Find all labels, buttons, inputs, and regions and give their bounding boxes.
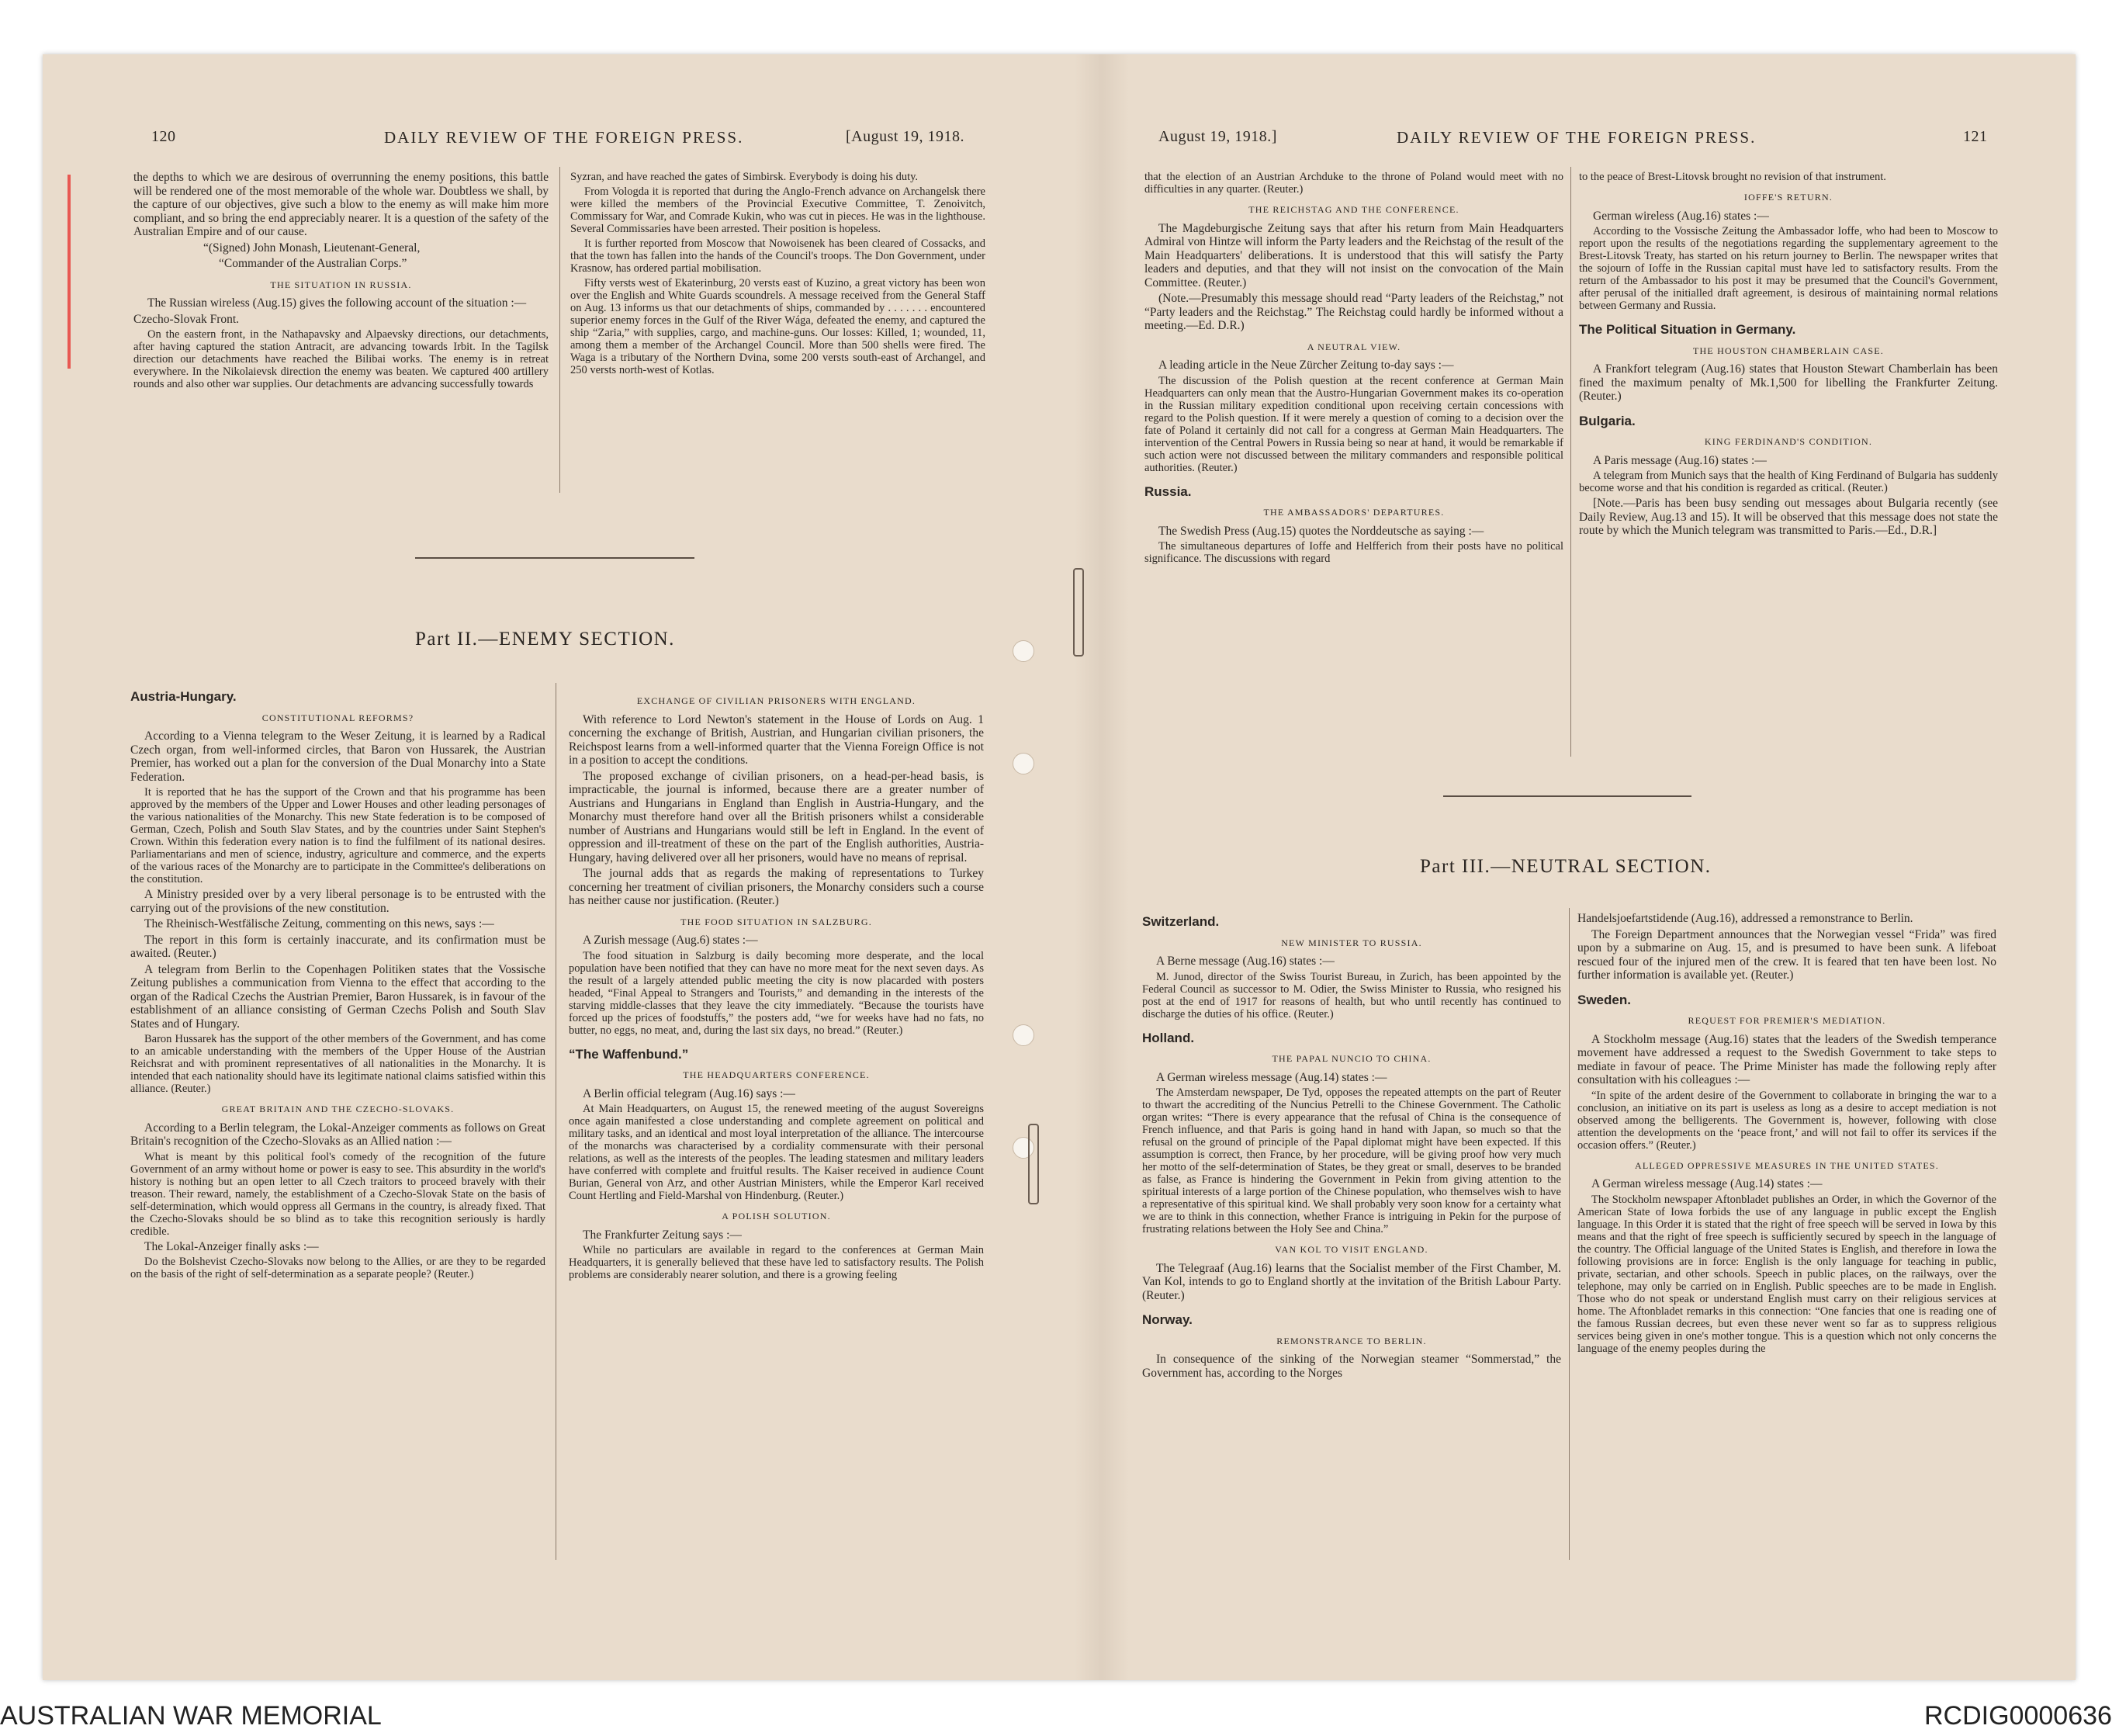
paragraph: According to a Berlin telegram, the Lokal-Anzeiger comments as follows on Great Britain's recognition of the Czecho-Slovaks as an Allied nation :— bbox=[130, 1121, 545, 1148]
paragraph: Czecho-Slovak Front. bbox=[133, 312, 240, 326]
paragraph: In consequence of the sinking of the Norwegian steamer “Sommerstad,” the Government has, according to the Norges bbox=[1142, 1353, 1561, 1380]
quoted-paragraph: “In spite of the ardent desire of the Government to collaborate in bringing the war to a conclusion, an initiative on its part is useless as long as a desire to accept mediation is not observed among the belligerents. The Government is, however, following with close attention the developments on the ‘peace front,’ and will not fail to offer its services if the occasion offers.” (Reuter.) bbox=[1577, 1089, 1996, 1152]
subsection-heading: THE HOUSTON CHAMBERLAIN CASE. bbox=[1693, 345, 1884, 356]
subsection-heading: A NEUTRAL VIEW. bbox=[1307, 341, 1401, 352]
punch-hole bbox=[1013, 640, 1034, 662]
subsection-heading: EXCHANGE OF CIVILIAN PRISONERS WITH ENGLAND. bbox=[636, 695, 916, 706]
quoted-paragraph: M. Junod, director of the Swiss Tourist Bureau, in Zurich, has been appointed by the Federal Council as successor to M. Odier, the Swiss Minister to Russia, who resigned his post at the end of 1917 for reasons of health, but who until recently has continued to discharge the duties of his office. (Reuter.) bbox=[1142, 970, 1561, 1020]
subsection-heading: THE REICHSTAG AND THE CONFERENCE. bbox=[1248, 204, 1459, 215]
paragraph: A telegram from Berlin to the Copenhagen Politiken states that the Vossische Zeitung publishes a communication from Vienna to the effect that according to the organ of the Radical Czechs the Austrian Premier, Baron Hussarek, is in favour of the establishment of an alliance consisting of German Czechs Polish and South Slav States and of Hungary. bbox=[130, 962, 545, 1031]
country-heading: Russia. bbox=[1144, 483, 1192, 499]
left-page-column-2-top bbox=[570, 171, 985, 497]
quoted-paragraph: Do the Bolshevist Czecho-Slovaks now belong to the Allies, or are they to be regarded on the basis of the right of self-determination as a separate people? (Reuter.) bbox=[130, 1256, 545, 1280]
center-fold bbox=[1075, 54, 1129, 1680]
part-three-title: Part III.—NEUTRAL SECTION. bbox=[1420, 856, 1712, 877]
quoted-paragraph: The simultaneous departures of Ioffe and Helfferich from their posts have no political significance. The discussions with regard bbox=[1144, 540, 1563, 565]
country-heading: Switzerland. bbox=[1142, 914, 1220, 929]
quoted-paragraph: The Stockholm newspaper Aftonbladet publishes an Order, in which the Governor of the American State of Iowa forbids the use of any language in public except the English language. In this Order it is stated that the right of free speech will be served in Iowa by this means and that the right of free speech is sufficiently secured by speech in the language of the country. The Official language of the United States is English, and therefore in Iowa the following provisions are in force: English is the only language for teaching in public, private, sectarian, and other schools. Speech in public places, on the railways, over the telephone, may only be carried on in English. Public speeches are to be made in English. Those who do not speak or understand English must carry on their religious services at home. The Aftonbladet remarks in this connection: “One fancies that one is reading one of the famous Russian decrees, but even these never went so far as to suppress religious services being given in one's mother tongue. This is a question which not only concerns the language of the enemy peoples during the bbox=[1577, 1193, 1996, 1355]
quoted-paragraph: A telegram from Munich says that the health of King Ferdinand of Bulgaria has suddenly become worse and that his condition is regarded as critical. (Reuter.) bbox=[1579, 470, 1998, 494]
quoted-paragraph: Baron Hussarek has the support of the other members of the Government, and has come to an amicable understanding with the members of the Upper House of the Austrian Reichsrat and with prominent representatives of all nationalities in the Monarchy. It is intended that each nationality should have its legitimate national claims satisfied within this alliance. (Reuter.) bbox=[130, 1033, 545, 1095]
subsection-heading: IOFFE'S RETURN. bbox=[1743, 192, 1833, 203]
subsection-heading: THE AMBASSADORS' DEPARTURES. bbox=[1263, 507, 1445, 518]
subsection-heading: GREAT BRITAIN AND THE CZECHO-SLOVAKS. bbox=[221, 1104, 455, 1114]
subsection-heading: REMONSTRANCE TO BERLIN. bbox=[1276, 1335, 1427, 1346]
paragraph: A Stockholm message (Aug.16) states that the leaders of the Swedish temperance movement have addressed a request to the Swedish Government to take steps to mediate in favour of peace. The Prime Minister has made the following reply after consultation with his colleagues :— bbox=[1577, 1032, 1996, 1086]
quoted-paragraph: Syzran, and have reached the gates of Simbirsk. Everybody is doing his duty. bbox=[570, 171, 919, 183]
subsection-heading: VAN KOL TO VISIT ENGLAND. bbox=[1275, 1244, 1428, 1255]
subsection-heading: THE SITUATION IN RUSSIA. bbox=[270, 279, 412, 290]
country-heading: The Political Situation in Germany. bbox=[1579, 322, 1796, 337]
quoted-paragraph: What is meant by this political fool's comedy of the recognition of the future Government of an army without home or power is easy to see. This absurdity in the world's history is nothing but an open letter to all Czech traitors to proceed bravely with their treason. Their reward, namely, the establishment of a Czecho-Slovak State on the basis of self-determination, which would oppress all Germans in the country, is already fixed. That the Czecho-Slovaks should be so blind as to take this recognition seriously is hardly credible. bbox=[130, 1150, 545, 1238]
paragraph: A Zurish message (Aug.6) states :— bbox=[583, 934, 758, 947]
quoted-paragraph: to the peace of Brest-Litovsk brought no revision of that instrument. bbox=[1579, 171, 1886, 183]
paragraph: German wireless (Aug.16) states :— bbox=[1593, 209, 1769, 223]
subsection-heading: ALLEGED OPPRESSIVE MEASURES IN THE UNITED STATES. bbox=[1635, 1159, 1939, 1171]
paragraph: The Telegraaf (Aug.16) learns that the Socialist member of the First Chamber, M. Van Kol, intends to go to England shortly at the invitation of the British Labour Party. (Reuter.) bbox=[1142, 1261, 1561, 1302]
signature-line: “Commander of the Australian Corps.” bbox=[219, 257, 407, 270]
signature-line: “(Signed) John Monash, Lieutenant-General, bbox=[203, 241, 421, 255]
left-page-column-1-top bbox=[133, 171, 549, 497]
quoted-paragraph: It is reported that he has the support of the Crown and that his programme has been approved by the members of the Upper and Lower Houses and other leading personages of the various nationalities of the Monarchy. This new State federation is to be composed of German, Czech, Polish and South Slav States, and by the countries under Saint Stephen's Crown. Within this federation every nation is to find the fulfilment of its national desires. Parliamentarians and men of science, industry, agriculture and commerce, and the experts of the various races of the Monarchy are to participate in the Committee's deliberations on the constitution. bbox=[130, 786, 545, 885]
right-page-running-title: DAILY REVIEW OF THE FOREIGN PRESS. bbox=[1397, 128, 1757, 147]
paragraph: With reference to Lord Newton's statement in the House of Lords on Aug. 1 concerning the exchange of British, Austrian, and Hungarian civilian prisoners, the Reichspost learns from a well-informed quarter that the Vienna Foreign Office is not in a position to accept the conditions. bbox=[569, 712, 984, 767]
quoted-paragraph: The Amsterdam newspaper, De Tyd, opposes the repeated attempts on the part of Reuter to thwart the accrediting of the Nuncius Petrelli to the Chinese Government. The Catholic organ writes: “There is every appearance that the refusal of China is the consequence of French influence, and that Paris is going hand in hand with Japan, so much so that the refusal on the ground of principle of the Papal diplomat might have been expected. If this assumption is correct, then France, by her procedure, will be giving proof how very much her motto of the self-determination of States, be they great or small, deserves to be branded as false, as France is hindering the Government in Pekin from giving attention to the spiritual interests of a large portion of the Chinese population, who themselves wish to have a representative of this spiritual kind. We shall probably very soon know for a certainty what we are to think in this connection, whether France is intriguing in Pekin for the purpose of frustrating relations between the Holy See and China.” bbox=[1142, 1086, 1561, 1235]
quoted-paragraph: that the election of an Austrian Archduke to the throne of Poland would meet with no difficulties in any quarter. (Reuter.) bbox=[1144, 171, 1563, 196]
paragraph: A German wireless message (Aug.14) states :— bbox=[1591, 1177, 1823, 1190]
quoted-paragraph: While no particulars are available in regard to the conferences at German Main Headquarters, it is generally believed that these have led to satisfactory results. The Polish problems are considerably nearer solution, and there is a growing feeling bbox=[569, 1244, 984, 1281]
left-page-date: [August 19, 1918. bbox=[846, 128, 964, 145]
archive-reference-id: RCDIG0000636 bbox=[1924, 1701, 2112, 1731]
subsection-heading: KING FERDINAND'S CONDITION. bbox=[1704, 436, 1873, 447]
country-heading: Austria-Hungary. bbox=[130, 689, 237, 704]
subsection-heading: THE FOOD SITUATION IN SALZBURG. bbox=[680, 916, 872, 927]
subsection-heading: THE HEADQUARTERS CONFERENCE. bbox=[683, 1069, 870, 1080]
paragraph: the depths to which we are desirous of overrunning the enemy positions, this battle will be rendered one of the most memorable of the whole war. Doubtless we shall, by the capture of our objectives, give such a blow to the enemy as will make him more compliant, and so bring the end appreciably nearer. It is a question of the safety of the Australian Empire and of our cause. bbox=[133, 171, 549, 238]
paragraph: A leading article in the Neue Zürcher Zeitung to-day says :— bbox=[1158, 359, 1454, 372]
paragraph: A Berlin official telegram (Aug.16) says :— bbox=[583, 1086, 795, 1100]
section-rule bbox=[415, 557, 694, 559]
quoted-paragraph: The food situation in Salzburg is daily becoming more desperate, and the local population have been notified that they can have no more meat for the next seven days. As the result of a largely attended public meeting the city is now placarded with posters headed, “Final Appeal to Strangers and Tourists,” and demanding in the interests of the starving middle-classes that they leave the city immediately. “Because the tourists have forced up the prices of foodstuffs,” the posters add, “we for weeks have had no fats, no butter, no eggs, no meat, and, during the last six days, no bread.” (Reuter.) bbox=[569, 949, 984, 1037]
margin-red-mark bbox=[68, 175, 71, 369]
quoted-paragraph: The discussion of the Polish question at the recent conference at German Main Headquarters can only mean that the Austro-Hungarian Government makes its co-operation in the Russian military expedition conditional upon receiving certain concessions with regard to the Polish question. If it were merely a question of coming to a decision over the fate of Poland it certainly did not call for a congress at German Main Headquarters. The intervention of the Central Powers in Russia being so near at hand, it would be remarkable if such action were not discussed between the military commanders and responsible political authorities. (Reuter.) bbox=[1144, 374, 1563, 474]
paragraph: A Berne message (Aug.16) states :— bbox=[1156, 955, 1335, 968]
subsection-heading: THE PAPAL NUNCIO TO CHINA. bbox=[1272, 1053, 1432, 1064]
paragraph: (Note.—Presumably this message should read “Party leaders of the Reichstag,” not “Party leaders and the Reichstag.” The Reichstag could hardly be informed without a meeting.—Ed. D.R.) bbox=[1144, 292, 1563, 332]
paragraph: A German wireless message (Aug.14) states :— bbox=[1156, 1070, 1387, 1084]
subsection-heading: NEW MINISTER TO RUSSIA. bbox=[1281, 937, 1422, 948]
subsection-heading: A POLISH SOLUTION. bbox=[722, 1211, 831, 1221]
column-divider bbox=[1569, 908, 1570, 1560]
part-two-title: Part II.—ENEMY SECTION. bbox=[415, 629, 675, 650]
quoted-paragraph: According to the Vossische Zeitung the Ambassador Ioffe, who had been to Moscow to report upon the results of the negotiations regarding the supplementary agreement to the Brest-Litovsk Treaty, has started on his return journey to Berlin. The newspaper writes that the sojourn of Ioffe in the Russian capital must have led to satisfactory results. From the return of the Ambassador to his post it may be presumed that the Council's Government, after perusal of the initialled draft agreement, is desirous of maintaining normal relations between Germany and Russia. bbox=[1579, 225, 1998, 312]
subsection-heading: REQUEST FOR PREMIER'S MEDIATION. bbox=[1688, 1015, 1886, 1026]
country-heading: Sweden. bbox=[1577, 992, 1631, 1007]
paragraph: According to a Vienna telegram to the Weser Zeitung, it is learned by a Radical Czech organ, from well-informed circles, that Baron von Hussarek, the Austrian Premier, has worked out a plan for the conversion of the Dual Monarchy into a State Federation. bbox=[130, 729, 545, 784]
right-page-column-2-top bbox=[1579, 171, 1998, 753]
paragraph: Handelsjoefartstidende (Aug.16), addressed a remonstrance to Berlin. bbox=[1577, 912, 1913, 925]
paragraph: The Frankfurter Zeitung says :— bbox=[583, 1228, 742, 1242]
paragraph: A Frankfort telegram (Aug.16) states that Houston Stewart Chamberlain has been fined the maximum penalty of Mk.1,500 for libelling the Frankfurter Zeitung. (Reuter.) bbox=[1579, 362, 1998, 403]
paragraph: A Ministry presided over by a very liberal personage is to be entrusted with the carrying out of the provisions of the new constitution. bbox=[130, 888, 545, 915]
quoted-paragraph: Fifty versts west of Ekaterinburg, 20 versts east of Kuzino, a great victory has been won over the English and White Guards scoundrels. A message received from the General Staff on Aug. 13 informs us that our detachments of ships, commanded by . . . . . . . encountered superior enemy forces in the Gulf of the River Wága, defeated the enemy, and captured the ship “Zaria,” with supplies, cargo, and machine-guns. Our losses: Killed, 1; wounded, 11, among them a member of the Archangel Council. More than 500 shells were fired. The Waga is a tributary of the Northern Dvina, some 200 versts south-east of Archangel, and 250 versts north-west of Kotlas. bbox=[570, 277, 985, 376]
section-rule bbox=[1443, 795, 1691, 797]
paragraph: A Paris message (Aug.16) states :— bbox=[1593, 453, 1767, 467]
quoted-paragraph: On the eastern front, in the Nathapavsky and Alpaevsky directions, our detachments, after having captured the station Antracit, are advancing towards Irbit. In the Tagilsk direction our detachments have reached the Bilibai works. The enemy is in retreat everywhere. In the Nikolaievsk direction the enemy was beaten. We captured 400 artillery rounds and also other war supplies. Our detachments are advancing successfully towards bbox=[133, 328, 549, 390]
left-page-column-1-bottom bbox=[130, 679, 545, 1560]
country-heading: “The Waffenbund.” bbox=[569, 1046, 689, 1062]
right-page-column-1-bottom bbox=[1142, 904, 1561, 1560]
country-heading: Bulgaria. bbox=[1579, 413, 1636, 428]
column-divider bbox=[559, 167, 560, 493]
punch-hole bbox=[1013, 1024, 1034, 1046]
staple-mark bbox=[1073, 568, 1084, 657]
subsection-heading: CONSTITUTIONAL REFORMS? bbox=[261, 712, 414, 723]
left-page-column-2-bottom bbox=[569, 687, 984, 1560]
quoted-paragraph: It is further reported from Moscow that Nowoisenek has been cleared of Cossacks, and that the town has fallen into the hands of the Council's troops. The Don Government, under Krasnow, has ordered partial mobilisation. bbox=[570, 237, 985, 275]
paragraph: The Lokal-Anzeiger finally asks :— bbox=[144, 1239, 319, 1253]
quoted-paragraph: From Vologda it is reported that during the Anglo-French advance on Archangelsk there were killed the members of the Provincial Executive Committee, T. Zenoivitch, Commissary for War, and Comrade Kukin, who was cut in pieces. He was in the lighthouse. Several Commissaries have been arrested. Their position is hopeless. bbox=[570, 185, 985, 235]
right-page-column-1-top bbox=[1144, 171, 1563, 753]
punch-hole bbox=[1013, 753, 1034, 774]
country-heading: Holland. bbox=[1142, 1030, 1195, 1045]
country-heading: Norway. bbox=[1142, 1312, 1193, 1327]
staple-mark bbox=[1028, 1124, 1039, 1204]
left-page-running-title: DAILY REVIEW OF THE FOREIGN PRESS. bbox=[384, 128, 744, 147]
paragraph: The Rheinisch-Westfälische Zeitung, commenting on this news, says :— bbox=[144, 917, 494, 930]
paragraph: The journal adds that as regards the making of representations to Turkey concerning her treatment of civilian prisoners, the Monarchy considers such a course has neither cause nor justification. (Reuter.) bbox=[569, 867, 984, 907]
left-page-number: 120 bbox=[151, 128, 176, 145]
paragraph: The Foreign Department announces that the Norwegian vessel “Frida” was fired upon by a submarine on Aug. 15, and is presumed to have been sunk. A lifeboat rescued four of the injured men of the crew. It is feared that ten have been lost. No further information is available yet. (Reuter.) bbox=[1577, 927, 1996, 982]
paragraph: The proposed exchange of civilian prisoners, on a head-per-head basis, is impracticable, the journal is informed, because there are a greater number of Austrians and Hungarians in England than English in Austria-Hungary, and the Monarchy must therefore hand over all the British prisoners whilst a considerable number of Austrians and Hungarians would still be left in England. In the event of oppression and ill-treatment of these on the part of the English authorities, Austria-Hungary, having delivered over all her prisoners, would have no means of reprisal. bbox=[569, 769, 984, 865]
column-divider bbox=[1570, 167, 1571, 757]
archive-credit: AUSTRALIAN WAR MEMORIAL bbox=[0, 1701, 382, 1731]
paragraph: The Russian wireless (Aug.15) gives the following account of the situation :— bbox=[147, 296, 527, 310]
paragraph: The Magdeburgische Zeitung says that after his return from Main Headquarters Admiral von Hintze will inform the Party leaders and the Reichstag of the result of the Main Headquarters' deliberations. It is understood that this will satisfy the Party leaders and deputies, and that they will not insist on the convocation of the Main Committee. (Reuter.) bbox=[1144, 221, 1563, 289]
paragraph: The report in this form is certainly inaccurate, and its confirmation must be awaited. (Reuter.) bbox=[130, 933, 545, 960]
quoted-paragraph: At Main Headquarters, on August 15, the renewed meeting of the august Sovereigns once again manifested a close understanding and complete agreement on political and military tasks, and an identical and most loyal interpretation of the alliance. The intercourse of the monarchs was characterised by a cordiality commensurate with their personal relations, as well as the interests of the peoples. The leading statesmen and military leaders have conferred with complete and fruitful results. The Kaiser received in audience Count Burian, General von Arz, and other Austrian Ministers, while the Emperor Karl received Count Hertling and Field-Marshal von Hindenburg. (Reuter.) bbox=[569, 1103, 984, 1202]
paragraph: The Swedish Press (Aug.15) quotes the Norddeutsche as saying :— bbox=[1158, 524, 1484, 538]
right-page-number: 121 bbox=[1963, 128, 1988, 145]
right-page-column-2-bottom bbox=[1577, 912, 1996, 1560]
paragraph: [Note.—Paris has been busy sending out messages about Bulgaria recently (see Daily Review, Aug.13 and 15). It will be observed that this message does not state the route by which the Munich telegram was transmitted to Paris.—Ed., D.R.] bbox=[1579, 497, 1998, 537]
right-page-date: August 19, 1918.] bbox=[1158, 128, 1277, 145]
